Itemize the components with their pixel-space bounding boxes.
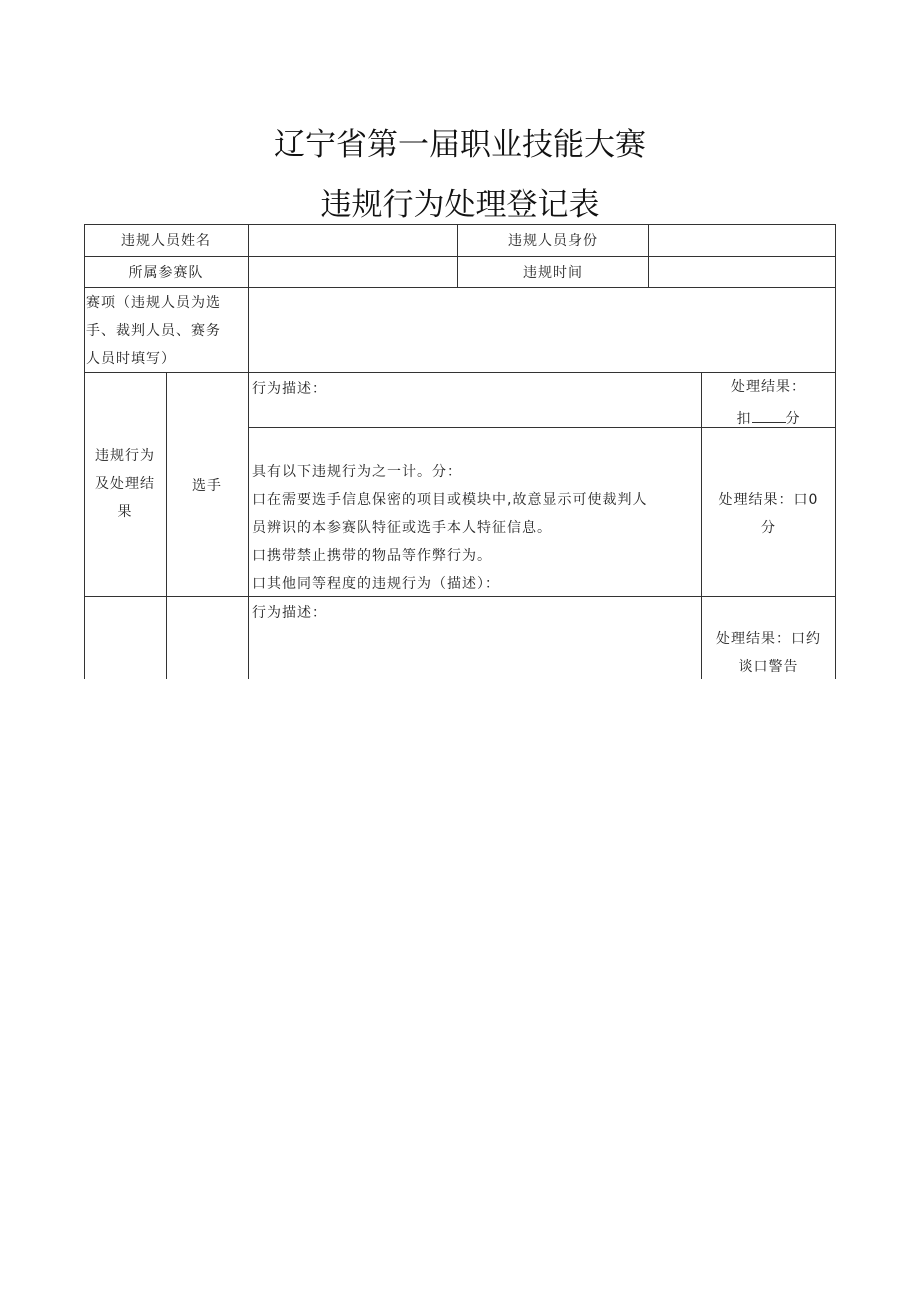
deduct-points-blank[interactable] <box>752 406 786 423</box>
document-title: 辽宁省第一届职业技能大赛 <box>274 127 646 163</box>
result-zero-cell <box>702 486 835 542</box>
result-warning-cell <box>702 625 835 681</box>
violator-name-field[interactable] <box>249 225 457 256</box>
event-label <box>86 289 248 373</box>
section-label-line: 及处理结 <box>95 476 155 492</box>
rule-item[interactable]: 口携带禁止携带的物品等作弊行为。 <box>252 548 492 564</box>
deduct-suffix: 分 <box>785 411 801 427</box>
violation-time-label: 违规时间 <box>523 265 583 281</box>
table-border-right <box>835 224 836 679</box>
rule-item-continuation: 员辨识的本参赛队特征或选手本人特征信息。 <box>252 520 552 536</box>
result-deduct-cell <box>702 373 835 433</box>
violator-identity-label: 违规人员身份 <box>508 233 598 249</box>
rule-item[interactable]: 口在需要选手信息保密的项目或模块中,故意显示可使裁判人 <box>252 492 648 508</box>
behavior-description-label: 行为描述： <box>252 381 327 397</box>
violation-section-label <box>84 442 166 526</box>
rule-item[interactable]: 口其他同等程度的违规行为（描述）： <box>252 576 500 592</box>
result-warning-option[interactable]: 谈口警告 <box>738 659 799 675</box>
result-zero-unit: 分 <box>761 520 776 536</box>
rules-block <box>252 458 701 598</box>
violation-time-field[interactable] <box>649 257 835 287</box>
document-subtitle: 违规行为处理登记表 <box>320 187 600 223</box>
event-label-line: 赛项（违规人员为选 <box>86 295 221 311</box>
section-label-line: 违规行为 <box>95 448 155 464</box>
behavior-description-label: 行为描述： <box>252 605 327 621</box>
team-field[interactable] <box>249 257 457 287</box>
event-label-line: 手、裁判人员、赛务 <box>86 323 221 339</box>
deduct-points-line <box>702 405 835 433</box>
contestant-label: 选手 <box>192 478 222 494</box>
result-talk-option[interactable]: 处理结果：口约 <box>716 631 821 647</box>
event-field[interactable] <box>249 288 835 372</box>
deduct-prefix: 扣 <box>736 411 752 427</box>
rule-intro: 具有以下违规行为之一计。分： <box>252 464 462 480</box>
table-col-divider <box>166 372 167 679</box>
section-label-line: 果 <box>117 504 133 520</box>
event-label-line: 人员时填写） <box>86 351 176 367</box>
result-zero-option[interactable]: 处理结果：口0 <box>718 492 819 508</box>
violator-identity-field[interactable] <box>649 225 835 256</box>
violator-name-label: 违规人员姓名 <box>121 233 211 249</box>
team-label: 所属参赛队 <box>128 265 204 281</box>
result-label: 处理结果： <box>731 379 806 395</box>
